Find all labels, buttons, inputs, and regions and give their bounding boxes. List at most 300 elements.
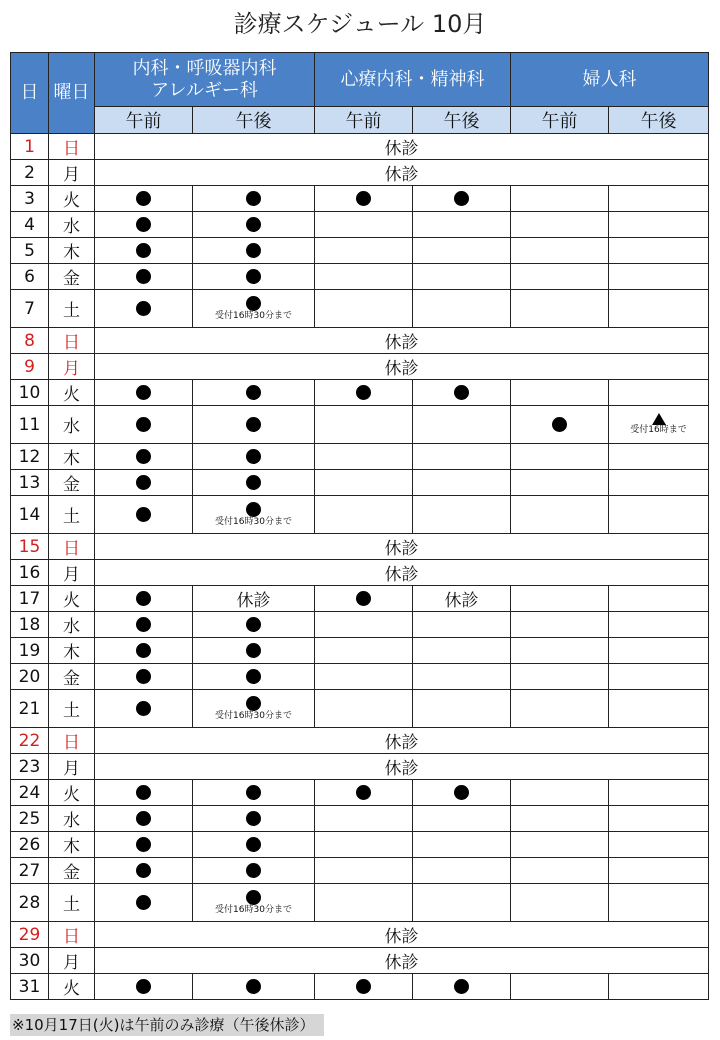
schedule-row	[11, 406, 709, 444]
open-circle-icon	[246, 191, 261, 206]
closed-day-cell: 休診	[95, 534, 709, 560]
schedule-cell	[193, 496, 315, 534]
closed-cell: 休診	[413, 586, 511, 612]
schedule-cell	[95, 264, 193, 290]
weekday: 月	[49, 754, 95, 780]
page-title: 診療スケジュール 10月	[233, 10, 487, 38]
schedule-cell	[609, 858, 709, 884]
schedule-cell	[193, 806, 315, 832]
open-circle-icon	[136, 475, 151, 490]
weekday: 金	[49, 470, 95, 496]
schedule-cell	[609, 290, 709, 328]
open-circle-icon	[136, 979, 151, 994]
header-pm: 午後	[193, 107, 315, 134]
day-number: 31	[11, 974, 49, 1000]
day-number: 7	[11, 290, 49, 328]
schedule-cell	[95, 690, 193, 728]
weekday: 火	[49, 974, 95, 1000]
schedule-cell	[315, 264, 413, 290]
schedule-cell	[511, 496, 609, 534]
weekday: 木	[49, 832, 95, 858]
schedule-cell	[511, 780, 609, 806]
weekday: 水	[49, 212, 95, 238]
reception-note: 受付16時まで	[630, 425, 687, 435]
schedule-cell	[511, 638, 609, 664]
schedule-cell	[95, 884, 193, 922]
schedule-cell	[193, 380, 315, 406]
schedule-cell	[95, 832, 193, 858]
open-circle-icon	[246, 811, 261, 826]
schedule-cell	[511, 406, 609, 444]
open-circle-icon	[454, 191, 469, 206]
open-circle-icon	[136, 507, 151, 522]
schedule-row	[11, 134, 709, 160]
open-circle-icon	[136, 669, 151, 684]
open-circle-icon	[246, 785, 261, 800]
day-number: 19	[11, 638, 49, 664]
schedule-row	[11, 496, 709, 534]
schedule-cell	[413, 238, 511, 264]
header-row-periods	[11, 107, 709, 134]
schedule-cell	[315, 664, 413, 690]
schedule-row	[11, 690, 709, 728]
schedule-cell	[511, 974, 609, 1000]
open-circle-icon	[246, 669, 261, 684]
schedule-row	[11, 354, 709, 380]
open-circle-icon	[246, 502, 261, 517]
schedule-cell	[193, 186, 315, 212]
header-am: 午前	[95, 107, 193, 134]
open-circle-icon	[356, 591, 371, 606]
schedule-cell	[193, 444, 315, 470]
closed-day-cell: 休診	[95, 754, 709, 780]
schedule-cell	[413, 974, 511, 1000]
open-circle-icon	[246, 296, 261, 311]
schedule-table	[10, 52, 709, 1000]
header-dept-psychiatry: 心療内科・精神科	[315, 53, 511, 107]
schedule-cell	[609, 974, 709, 1000]
weekday: 水	[49, 406, 95, 444]
day-number: 29	[11, 922, 49, 948]
schedule-row	[11, 586, 709, 612]
day-number: 5	[11, 238, 49, 264]
schedule-cell	[193, 290, 315, 328]
schedule-cell	[95, 586, 193, 612]
schedule-cell	[315, 444, 413, 470]
open-circle-icon	[136, 417, 151, 432]
schedule-row	[11, 664, 709, 690]
weekday: 火	[49, 586, 95, 612]
schedule-cell	[413, 832, 511, 858]
schedule-row	[11, 780, 709, 806]
open-circle-icon	[136, 837, 151, 852]
weekday: 火	[49, 186, 95, 212]
weekday: 金	[49, 664, 95, 690]
schedule-row	[11, 560, 709, 586]
schedule-cell	[609, 212, 709, 238]
weekday: 月	[49, 160, 95, 186]
header-pm: 午後	[609, 107, 709, 134]
open-circle-icon	[246, 217, 261, 232]
open-circle-icon	[246, 269, 261, 284]
weekday: 月	[49, 560, 95, 586]
schedule-cell	[315, 290, 413, 328]
header-pm: 午後	[413, 107, 511, 134]
schedule-cell	[413, 612, 511, 638]
schedule-row	[11, 264, 709, 290]
open-circle-icon	[356, 979, 371, 994]
weekday: 日	[49, 134, 95, 160]
schedule-cell	[315, 858, 413, 884]
schedule-cell	[609, 470, 709, 496]
open-circle-icon	[246, 243, 261, 258]
schedule-cell	[609, 380, 709, 406]
schedule-cell	[413, 290, 511, 328]
closed-day-cell: 休診	[95, 560, 709, 586]
day-number: 10	[11, 380, 49, 406]
open-circle-icon	[136, 243, 151, 258]
open-circle-icon	[356, 785, 371, 800]
schedule-cell	[413, 470, 511, 496]
schedule-cell	[413, 212, 511, 238]
closed-cell: 休診	[193, 586, 315, 612]
open-circle-icon	[356, 191, 371, 206]
open-circle-icon	[454, 385, 469, 400]
schedule-cell	[315, 638, 413, 664]
schedule-cell	[511, 690, 609, 728]
open-circle-icon	[246, 890, 261, 905]
schedule-cell	[511, 858, 609, 884]
schedule-row	[11, 728, 709, 754]
schedule-cell	[609, 806, 709, 832]
closed-day-cell: 休診	[95, 160, 709, 186]
schedule-row	[11, 444, 709, 470]
weekday: 水	[49, 612, 95, 638]
header-dept-internal	[95, 53, 315, 107]
weekday: 火	[49, 380, 95, 406]
schedule-cell	[315, 380, 413, 406]
schedule-cell	[609, 780, 709, 806]
schedule-cell	[315, 496, 413, 534]
header-am: 午前	[315, 107, 413, 134]
schedule-cell	[609, 238, 709, 264]
schedule-row	[11, 534, 709, 560]
schedule-cell	[193, 238, 315, 264]
schedule-cell	[609, 832, 709, 858]
schedule-cell	[193, 858, 315, 884]
schedule-cell	[315, 186, 413, 212]
schedule-cell	[413, 496, 511, 534]
schedule-cell	[511, 586, 609, 612]
reception-note: 受付16時30分まで	[215, 310, 292, 321]
open-circle-icon	[136, 895, 151, 910]
day-number: 3	[11, 186, 49, 212]
day-number: 1	[11, 134, 49, 160]
weekday: 土	[49, 496, 95, 534]
header-dept-gynecology: 婦人科	[511, 53, 709, 107]
day-number: 27	[11, 858, 49, 884]
schedule-cell	[95, 290, 193, 328]
schedule-row	[11, 858, 709, 884]
weekday: 火	[49, 780, 95, 806]
schedule-cell	[413, 264, 511, 290]
open-circle-icon	[136, 701, 151, 716]
schedule-cell	[511, 186, 609, 212]
schedule-row	[11, 638, 709, 664]
schedule-cell	[315, 470, 413, 496]
open-circle-icon	[454, 979, 469, 994]
schedule-cell	[413, 690, 511, 728]
open-circle-icon	[246, 475, 261, 490]
closed-day-cell: 休診	[95, 728, 709, 754]
schedule-cell	[95, 638, 193, 664]
schedule-row	[11, 948, 709, 974]
schedule-cell	[95, 406, 193, 444]
limited-triangle-icon	[652, 413, 666, 425]
reception-note: 受付16時30分まで	[215, 516, 292, 527]
day-number: 16	[11, 560, 49, 586]
schedule-cell	[413, 780, 511, 806]
schedule-cell	[95, 238, 193, 264]
schedule-cell	[413, 664, 511, 690]
closed-day-cell: 休診	[95, 354, 709, 380]
open-circle-icon	[136, 191, 151, 206]
header-day: 日	[11, 53, 49, 134]
closed-day-cell: 休診	[95, 922, 709, 948]
schedule-cell	[95, 612, 193, 638]
day-number: 12	[11, 444, 49, 470]
open-circle-icon	[246, 837, 261, 852]
weekday: 土	[49, 690, 95, 728]
reception-note: 受付16時30分まで	[215, 710, 292, 721]
weekday: 月	[49, 354, 95, 380]
schedule-cell	[193, 470, 315, 496]
schedule-cell	[511, 612, 609, 638]
schedule-cell	[193, 638, 315, 664]
schedule-cell	[95, 780, 193, 806]
day-number: 11	[11, 406, 49, 444]
schedule-row	[11, 212, 709, 238]
schedule-body	[11, 134, 709, 1000]
open-circle-icon	[136, 269, 151, 284]
closed-day-cell: 休診	[95, 948, 709, 974]
weekday: 日	[49, 922, 95, 948]
schedule-cell	[315, 406, 413, 444]
weekday: 金	[49, 858, 95, 884]
open-circle-icon	[246, 385, 261, 400]
open-circle-icon	[136, 591, 151, 606]
schedule-cell	[609, 612, 709, 638]
day-number: 4	[11, 212, 49, 238]
schedule-cell	[193, 612, 315, 638]
open-circle-icon	[136, 785, 151, 800]
schedule-cell	[193, 884, 315, 922]
open-circle-icon	[136, 643, 151, 658]
schedule-row	[11, 974, 709, 1000]
schedule-row	[11, 380, 709, 406]
schedule-cell	[95, 470, 193, 496]
schedule-cell	[413, 406, 511, 444]
day-number: 9	[11, 354, 49, 380]
schedule-cell	[511, 212, 609, 238]
schedule-cell	[95, 974, 193, 1000]
schedule-cell	[193, 832, 315, 858]
schedule-cell	[315, 238, 413, 264]
day-number: 8	[11, 328, 49, 354]
open-circle-icon	[246, 449, 261, 464]
schedule-cell	[609, 586, 709, 612]
schedule-cell	[609, 884, 709, 922]
header-weekday: 曜日	[49, 53, 95, 134]
open-circle-icon	[246, 979, 261, 994]
schedule-row	[11, 238, 709, 264]
schedule-row	[11, 884, 709, 922]
schedule-cell	[193, 974, 315, 1000]
schedule-cell	[95, 212, 193, 238]
schedule-cell	[193, 690, 315, 728]
open-circle-icon	[246, 696, 261, 711]
schedule-cell	[95, 858, 193, 884]
closed-day-cell: 休診	[95, 328, 709, 354]
schedule-cell	[193, 780, 315, 806]
schedule-cell	[609, 186, 709, 212]
open-circle-icon	[136, 811, 151, 826]
weekday: 月	[49, 948, 95, 974]
schedule-cell	[511, 238, 609, 264]
schedule-row	[11, 612, 709, 638]
schedule-cell	[511, 470, 609, 496]
schedule-cell	[609, 690, 709, 728]
open-circle-icon	[246, 417, 261, 432]
open-circle-icon	[246, 863, 261, 878]
schedule-cell	[511, 664, 609, 690]
day-number: 14	[11, 496, 49, 534]
schedule-cell	[413, 638, 511, 664]
day-number: 13	[11, 470, 49, 496]
open-circle-icon	[136, 863, 151, 878]
weekday: 日	[49, 534, 95, 560]
schedule-cell	[95, 664, 193, 690]
schedule-row	[11, 806, 709, 832]
schedule-cell	[609, 664, 709, 690]
schedule-cell	[193, 664, 315, 690]
schedule-cell	[193, 264, 315, 290]
open-circle-icon	[136, 217, 151, 232]
schedule-cell	[95, 496, 193, 534]
schedule-row	[11, 922, 709, 948]
schedule-row	[11, 290, 709, 328]
weekday: 日	[49, 328, 95, 354]
schedule-row	[11, 754, 709, 780]
schedule-cell	[511, 290, 609, 328]
weekday: 土	[49, 884, 95, 922]
schedule-cell	[315, 806, 413, 832]
weekday: 水	[49, 806, 95, 832]
schedule-cell	[315, 780, 413, 806]
schedule-cell	[315, 612, 413, 638]
schedule-cell	[413, 380, 511, 406]
schedule-cell	[95, 380, 193, 406]
schedule-cell	[511, 264, 609, 290]
weekday: 木	[49, 638, 95, 664]
day-number: 18	[11, 612, 49, 638]
schedule-cell	[315, 586, 413, 612]
schedule-cell	[511, 884, 609, 922]
schedule-cell	[609, 496, 709, 534]
schedule-cell	[315, 212, 413, 238]
schedule-cell	[193, 212, 315, 238]
day-number: 25	[11, 806, 49, 832]
day-number: 20	[11, 664, 49, 690]
schedule-cell	[609, 406, 709, 444]
day-number: 30	[11, 948, 49, 974]
schedule-row	[11, 160, 709, 186]
weekday: 木	[49, 444, 95, 470]
schedule-cell	[193, 406, 315, 444]
open-circle-icon	[356, 385, 371, 400]
weekday: 日	[49, 728, 95, 754]
schedule-cell	[413, 858, 511, 884]
open-circle-icon	[136, 617, 151, 632]
open-circle-icon	[136, 301, 151, 316]
schedule-row	[11, 832, 709, 858]
day-number: 26	[11, 832, 49, 858]
day-number: 17	[11, 586, 49, 612]
day-number: 22	[11, 728, 49, 754]
day-number: 23	[11, 754, 49, 780]
schedule-cell	[315, 690, 413, 728]
schedule-cell	[95, 806, 193, 832]
schedule-cell	[315, 974, 413, 1000]
schedule-cell	[315, 832, 413, 858]
closed-day-cell: 休診	[95, 134, 709, 160]
open-circle-icon	[246, 617, 261, 632]
schedule-cell	[413, 806, 511, 832]
schedule-cell	[609, 264, 709, 290]
schedule-cell	[413, 884, 511, 922]
open-circle-icon	[136, 385, 151, 400]
schedule-cell	[609, 638, 709, 664]
schedule-cell	[413, 444, 511, 470]
open-circle-icon	[246, 643, 261, 658]
schedule-cell	[609, 444, 709, 470]
day-number: 24	[11, 780, 49, 806]
footnote: ※10月17日(火)は午前のみ診療（午後休診）	[10, 1014, 324, 1036]
day-number: 6	[11, 264, 49, 290]
weekday: 木	[49, 238, 95, 264]
schedule-cell	[511, 806, 609, 832]
open-circle-icon	[454, 785, 469, 800]
schedule-cell	[413, 186, 511, 212]
schedule-cell	[511, 832, 609, 858]
weekday: 金	[49, 264, 95, 290]
header-row-departments	[11, 53, 709, 107]
schedule-cell	[95, 186, 193, 212]
schedule-row	[11, 328, 709, 354]
schedule-cell	[511, 444, 609, 470]
schedule-cell	[315, 884, 413, 922]
day-number: 28	[11, 884, 49, 922]
schedule-row	[11, 186, 709, 212]
header-dept-internal-label: 内科・呼吸器内科 アレルギー科	[132, 57, 277, 101]
reception-note: 受付16時30分まで	[215, 904, 292, 915]
weekday: 土	[49, 290, 95, 328]
day-number: 21	[11, 690, 49, 728]
header-am: 午前	[511, 107, 609, 134]
schedule-row	[11, 470, 709, 496]
day-number: 2	[11, 160, 49, 186]
schedule-cell	[95, 444, 193, 470]
